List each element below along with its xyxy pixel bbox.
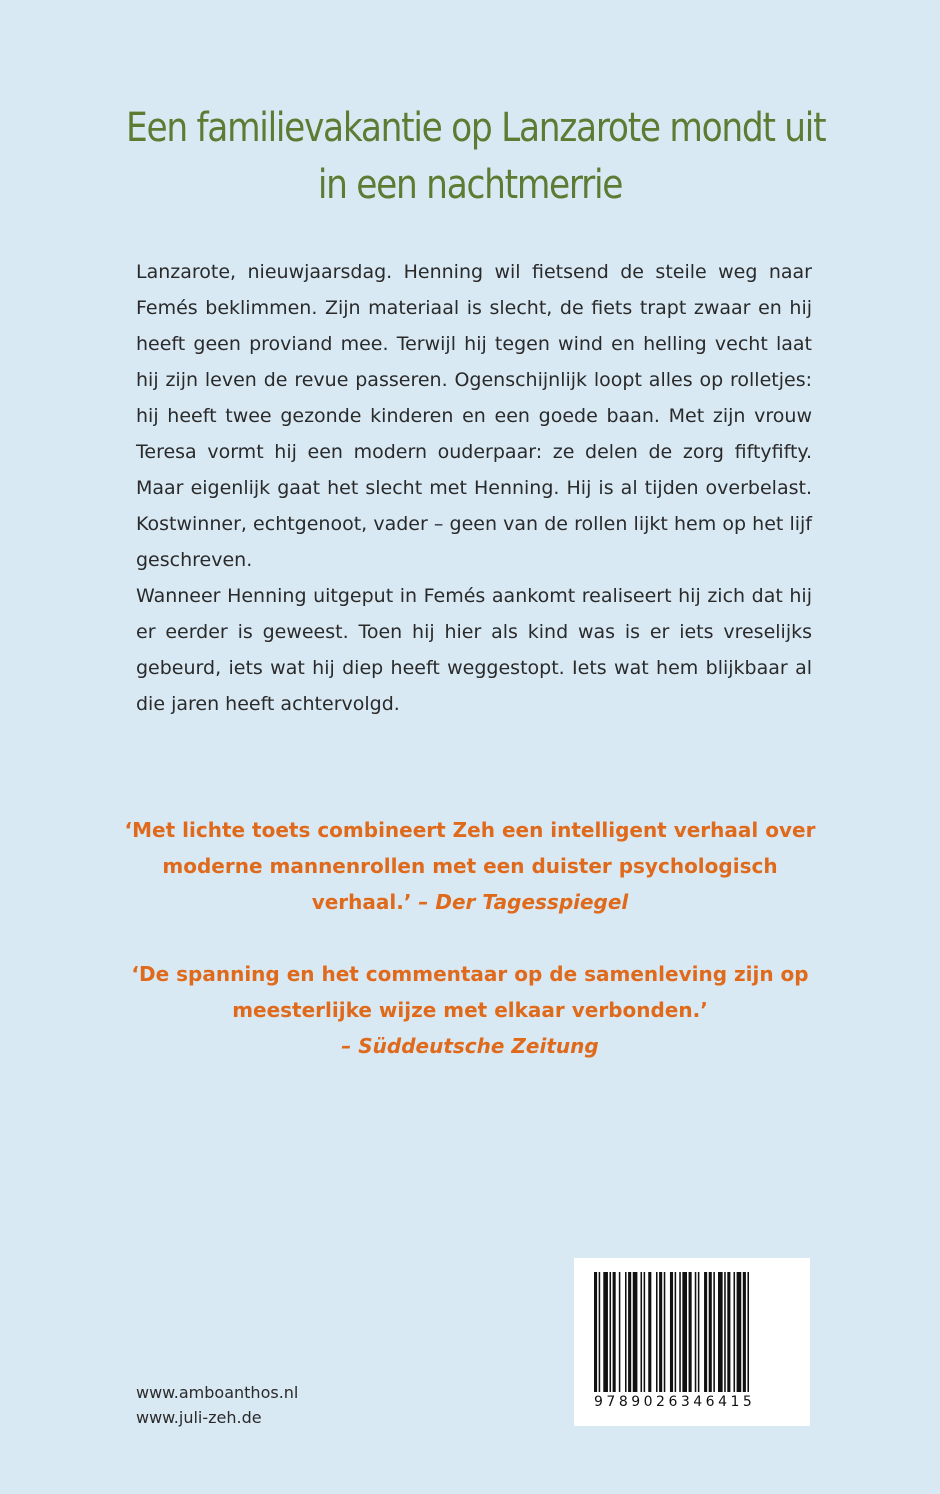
barcode-bar xyxy=(695,1272,697,1392)
blurb xyxy=(136,254,812,722)
barcode-bar xyxy=(675,1272,677,1392)
barcode-bar xyxy=(641,1272,643,1392)
barcode-bar xyxy=(648,1272,651,1392)
barcode-bar xyxy=(625,1272,627,1392)
author-url: www.juli-zeh.de xyxy=(136,1408,262,1427)
website-list xyxy=(136,1380,298,1430)
barcode-bar xyxy=(734,1272,736,1392)
barcode-bar xyxy=(698,1272,700,1392)
barcode-bar xyxy=(747,1272,749,1392)
barcode-bar xyxy=(599,1272,601,1392)
barcode-bar xyxy=(610,1272,612,1392)
barcode-bar xyxy=(682,1272,687,1392)
publisher-url: www.amboanthos.nl xyxy=(136,1383,299,1402)
headline-line-1: Een familievakantie op Lanzarote mondt uit xyxy=(126,105,826,151)
barcode-bar xyxy=(619,1272,621,1392)
quote-source: – Der Tagesspiegel xyxy=(418,890,629,914)
quote-source: – Süddeutsche Zeitung xyxy=(341,1034,599,1058)
barcode-bar xyxy=(743,1272,746,1392)
isbn-number: 9789026346415 xyxy=(594,1394,756,1410)
blurb-paragraph-1: Lanzarote, nieuwjaarsdag. Henning wil fietsend de steile weg naar Femés beklimmen. Zijn materiaal is slecht, de fiets trapt zwaar en hij heeft geen proviand mee. Terwijl hij tegen wind en helling vecht laat hij zijn leven de revue passeren. Ogenschijnlijk loopt alles op rolletjes: hij heeft twee gezonde kinderen en een goede baan. Met zijn vrouw Teresa vormt hij een modern ouderpaar: ze delen de zorg fiftyfifty. Maar eigenlijk gaat het slecht met Henning. Hij is al tijden overbelast. Kostwinner, echtgenoot, vader – geen van de rollen lijkt hem op het lijf geschreven. xyxy=(136,261,812,571)
barcode-bar xyxy=(594,1272,597,1392)
quote-text: ‘De spanning en het commentaar op de samenleving zijn op meesterlijke wijze met elkaar verbonden.’ xyxy=(131,962,809,1022)
barcode-bar xyxy=(737,1272,742,1392)
headline-line-2: in een nachtmerrie xyxy=(317,162,623,208)
quote-text: ‘Met lichte toets combineert Zeh een intelligent verhaal over moderne mannenrollen met een duister psychologisch verhaal.’ xyxy=(124,818,816,914)
barcode-bar xyxy=(713,1272,715,1392)
barcode-bar xyxy=(644,1272,646,1392)
review-quote-2 xyxy=(110,956,830,1064)
barcode-bar xyxy=(613,1272,616,1392)
barcode-bar xyxy=(656,1272,658,1392)
headline xyxy=(126,100,826,214)
barcode xyxy=(574,1258,810,1426)
barcode-bar xyxy=(659,1272,662,1392)
blurb-paragraph-2: Wanneer Henning uitgeput in Femés aankomt realiseert hij zich dat hij er eerder is geweest. Toen hij hier als kind was is er iets vreselijks gebeurd, iets wat hij diep heeft weggestopt. Iets wat hem blijkbaar al die jaren heeft achtervolgd. xyxy=(136,585,812,715)
barcode-bar xyxy=(704,1272,707,1392)
barcode-bar xyxy=(689,1272,692,1392)
barcode-bar xyxy=(709,1272,712,1392)
barcode-bar xyxy=(603,1272,608,1392)
barcode-bar xyxy=(679,1272,681,1392)
barcode-bar xyxy=(724,1272,726,1392)
barcode-bar xyxy=(633,1272,638,1392)
barcode-bar xyxy=(727,1272,730,1392)
barcode-bar xyxy=(664,1272,666,1392)
review-quote-1 xyxy=(110,812,830,920)
barcode-bar xyxy=(718,1272,723,1392)
barcode-bar xyxy=(670,1272,673,1392)
barcode-bar xyxy=(628,1272,631,1392)
